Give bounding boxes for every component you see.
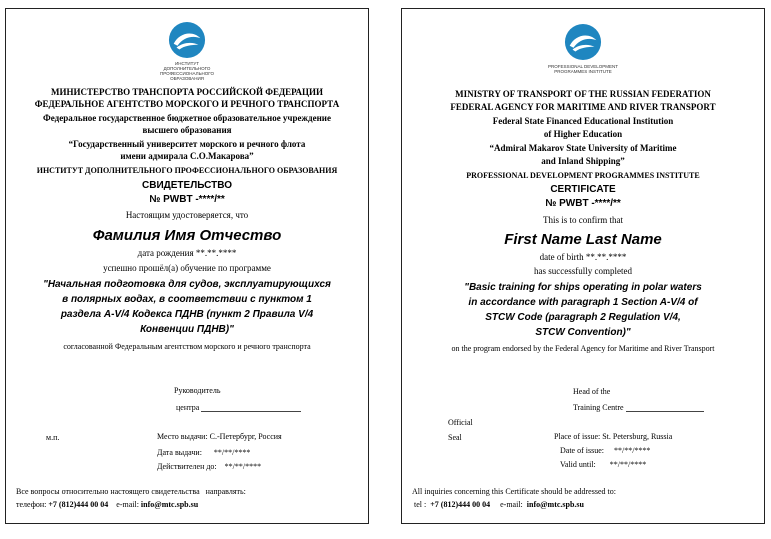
- holder-name: First Name Last Name: [504, 231, 662, 248]
- email-link[interactable]: info@mtc.spb.su: [526, 500, 584, 509]
- confirm-text: This is to confirm that: [543, 215, 623, 225]
- inquiries-text: Все вопросы относительно настоящего свидетельства направлять:: [16, 487, 246, 496]
- contact-line: телефон: +7 (812)444 00 04 e-mail: info@mtc.spb.su: [16, 500, 199, 509]
- university-line-2: имени адмирала С.О.Макарова”: [120, 151, 254, 161]
- program-line-1: "Начальная подготовка для судов, эксплуатирующихся: [43, 279, 331, 290]
- endorsed-text: согласованной Федеральным агентством морского и речного транспорта: [63, 342, 311, 351]
- certificate-number: № PWBT -****/**: [149, 194, 225, 205]
- holder-name: Фамилия Имя Отчество: [92, 227, 282, 244]
- inquiries-text: All inquiries concerning this Certificate should be addressed to:: [412, 487, 616, 496]
- ministry-heading: MINISTRY OF TRANSPORT OF THE RUSSIAN FEDERATION: [455, 89, 711, 99]
- institute-logo-icon: [564, 23, 602, 61]
- head-label: Head of the: [573, 387, 611, 396]
- ministry-heading: МИНИСТЕРСТВО ТРАНСПОРТА РОССИЙСКОЙ ФЕДЕРАЦИИ: [50, 87, 323, 97]
- institute-heading: ИНСТИТУТ ДОПОЛНИТЕЛЬНОГО ПРОФЕССИОНАЛЬНОГО ОБРАЗОВАНИЯ: [36, 166, 338, 175]
- university-line-1: “Государственный университет морского и речного флота: [68, 139, 306, 149]
- endorsed-text: on the program endorsed by the Federal Agency for Maritime and River Transport: [451, 344, 715, 353]
- institution-line-1: Federal State Financed Educational Institution: [492, 116, 674, 126]
- email-link[interactable]: info@mtc.spb.su: [140, 500, 199, 509]
- centre-label: центра: [176, 402, 301, 412]
- program-line-1: "Basic training for ships operating in polar waters: [464, 282, 702, 293]
- phone-number: +7 (812)444 00 04: [48, 500, 109, 509]
- logo-caption: ИНСТИТУТ ДОПОЛНИТЕЛЬНОГО ПРОФЕССИОНАЛЬНОГО ОБРАЗОВАНИЯ: [160, 61, 214, 81]
- program-line-3: раздела A-V/4 Кодекса ПДНВ (пункт 2 Правила V/4: [60, 309, 314, 320]
- logo-caption: PROFESSIONAL DEVELOPMENT PROGRAMMES INSTITUTE: [547, 64, 619, 74]
- institution-line-2: высшего образования: [142, 125, 232, 135]
- contact-line: tel : +7 (812)444 00 04 e-mail: info@mtc.spb.su: [414, 500, 584, 509]
- completed-text: has successfully completed: [534, 266, 632, 276]
- date-of-issue: Date of issue: **/**/****: [560, 446, 651, 455]
- confirm-text: Настоящим удостоверяется, что: [125, 210, 249, 220]
- date-of-birth: дата рождения **.**.****: [137, 248, 237, 258]
- program-line-3: STCW Code (paragraph 2 Regulation V/4,: [485, 312, 681, 323]
- seal-label-2: Seal: [448, 433, 462, 442]
- seal-label-1: Official: [448, 418, 473, 427]
- institution-line-1: Федеральное государственное бюджетное образовательное учреждение: [43, 113, 331, 123]
- valid-until: Valid until: **/**/****: [560, 460, 647, 469]
- document-title: CERTIFICATE: [550, 184, 616, 195]
- place-of-issue: Place of issue: St. Petersburg, Russia: [554, 432, 673, 441]
- certificate-number: № PWBT -****/**: [545, 198, 621, 209]
- institution-line-2: of Higher Education: [543, 129, 623, 139]
- valid-until: Действителен до: **/**/****: [157, 462, 262, 471]
- institute-logo-icon: [168, 21, 206, 59]
- seal-label: м.п.: [46, 433, 60, 442]
- phone-number: +7 (812)444 00 04: [430, 500, 491, 509]
- place-of-issue: Место выдачи: С.-Петербург, Россия: [157, 432, 282, 441]
- certificate-page-russian: [5, 8, 369, 524]
- institute-heading: PROFESSIONAL DEVELOPMENT PROGRAMMES INSTITUTE: [466, 171, 700, 180]
- head-label: Руководитель: [174, 386, 221, 395]
- training-centre-label: Training Centre: [573, 402, 704, 412]
- university-line-1: “Admiral Makarov State University of Maritime: [489, 143, 677, 153]
- completed-text: успешно прошёл(а) обучение по программе: [103, 263, 271, 273]
- program-line-2: в полярных водах, в соответствии с пунктом 1: [62, 294, 312, 305]
- certificate-page-english: [401, 8, 765, 524]
- signature-line: [201, 402, 301, 412]
- program-line-4: STCW Convention)": [535, 327, 631, 338]
- date-of-issue: Дата выдачи: **/**/****: [157, 448, 251, 457]
- agency-heading: FEDERAL AGENCY FOR MARITIME AND RIVER TRANSPORT: [450, 102, 716, 112]
- program-line-4: Конвенции ПДНВ)": [140, 324, 234, 335]
- agency-heading: ФЕДЕРАЛЬНОЕ АГЕНТСТВО МОРСКОГО И РЕЧНОГО ТРАНСПОРТА: [34, 99, 340, 109]
- document-title: СВИДЕТЕЛЬСТВО: [142, 180, 232, 191]
- university-line-2: and Inland Shipping”: [541, 156, 625, 166]
- signature-line: [626, 402, 704, 412]
- program-line-2: in accordance with paragraph 1 Section A-V/4 of: [468, 297, 698, 308]
- date-of-birth: date of birth **.**.****: [539, 252, 627, 262]
